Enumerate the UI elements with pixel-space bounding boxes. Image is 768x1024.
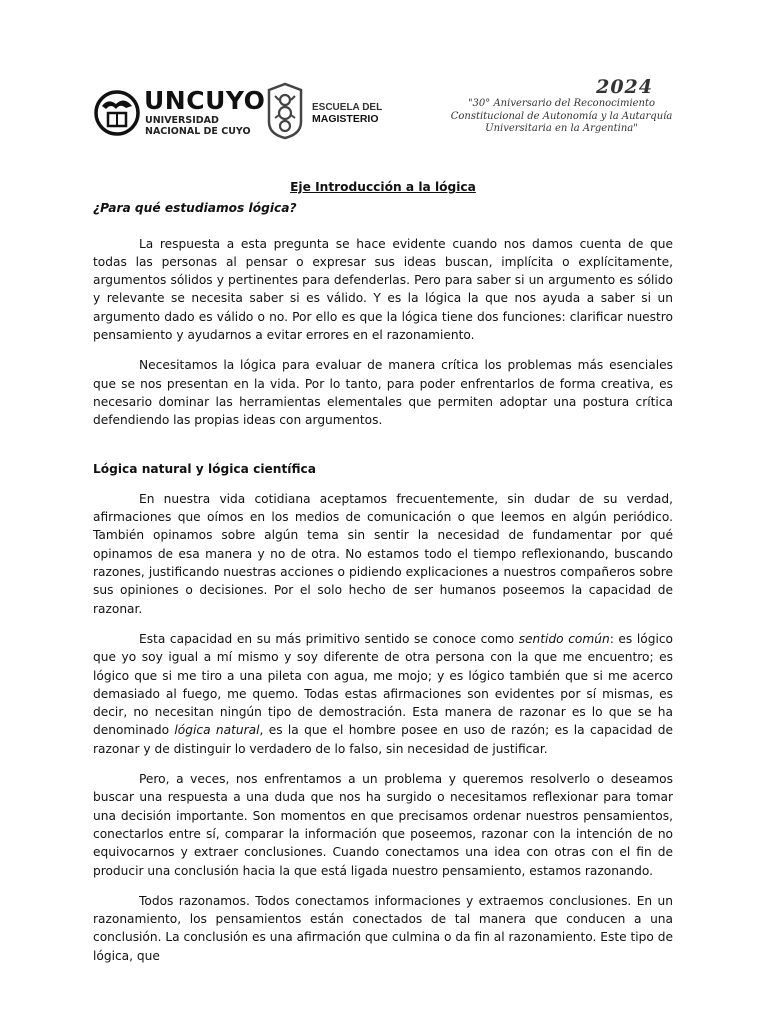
term-logica-natural: lógica natural xyxy=(174,723,260,738)
section-title: Lógica natural y lógica científica xyxy=(93,461,316,476)
document-title: Eje Introducción a la lógica xyxy=(290,180,476,194)
uncuyo-name: UNCUYO xyxy=(144,86,266,115)
uncuyo-subtitle-line2: NACIONAL DE CUYO xyxy=(145,126,251,137)
uncuyo-emblem-icon xyxy=(94,90,140,136)
anniversary-line1: "30° Aniversario del Reconocimiento xyxy=(467,98,656,109)
paragraph-text: Esta capacidad en su más primitivo sentido se conoce como xyxy=(139,631,519,646)
escuela-line2: MAGISTERIO xyxy=(312,113,379,125)
term-sentido-comun: sentido común xyxy=(518,631,610,646)
escuela-line1: ESCUELA DEL xyxy=(312,102,383,113)
paragraph: Necesitamos la lógica para evaluar de manera crítica los problemas más esenciales que se nos presentan en la vida. Por lo tanto, para poder enfrentarlos de forma creativa, es necesario dominar las herramientas elementales que permiten adoptar una postura crítica defendiendo las propias ideas con argumentos. xyxy=(93,358,673,428)
paragraph: En nuestra vida cotidiana aceptamos frecuentemente, sin dudar de su verdad, afirmaciones que oímos en los medios de comunicación o que leemos en algún periódico. También opinamos sobre algún tema sin sentir la necesidad de fundamentar por qué opinamos de esa manera y no de otra. No estamos todo el tiempo reflexionando, buscando razones, justificando nuestras acciones o pidiendo explicaciones a nuestros compañeros sobre sus opiniones o decisiones. Por el solo hecho de ser humanos poseemos la capacidad de razonar. xyxy=(93,491,673,616)
uncuyo-subtitle xyxy=(145,115,265,137)
document-body xyxy=(93,178,673,977)
uncuyo-subtitle-line1: UNIVERSIDAD xyxy=(145,115,219,126)
anniversary-line2: Constitucional de Autonomía y la Autarquía xyxy=(450,110,673,122)
section-question: ¿Para qué estudiamos lógica? xyxy=(93,201,297,216)
anniversary-banner xyxy=(444,76,679,136)
escuela-logo xyxy=(266,82,396,142)
uncuyo-logo xyxy=(94,84,264,144)
paragraph xyxy=(93,630,673,758)
paragraph: Pero, a veces, nos enfrentamos a un problema y queremos resolverlo o deseamos buscar una respuesta a una duda que nos ha surgido o necesitamos reflexionar para tomar una decisión importante. Son momentos en que precisamos ordenar nuestros pensamientos, conectarlos entre sí, comparar la información que poseemos, razonar con la intención de no equivocarnos y extraer conclusiones. Cuando conectamos una idea con otras con el fin de producir una conclusión hacia la que está ligada nuestro pensamiento, estamos razonando. xyxy=(93,772,673,878)
paragraph: Todos razonamos. Todos conectamos informaciones y extraemos conclusiones. En un razonamiento, los pensamientos están conectados de tal manera que conducen a una conclusión. La conclusión es una afirmación que culmina o da fin al razonamiento. Este tipo de lógica, que xyxy=(93,893,673,963)
document-header xyxy=(94,76,674,156)
anniversary-line3: Universitaria en la Argentina" xyxy=(485,123,638,134)
paragraph: La respuesta a esta pregunta se hace evidente cuando nos damos cuenta de que todas las personas al pensar o expresar sus ideas buscan, implícita o explícitamente, argumentos sólidos y pertinentes para defenderlas. Pero para saber si un argumento es sólido y relevante se necesita saber si es válido. Y es la lógica la que nos ayuda a saber si un argumento dado es válido o no. Por ello es que la lógica tiene dos funciones: clarificar nuestro pensamiento y ayudarnos a evitar errores en el razonamiento. xyxy=(93,236,673,343)
anniversary-year: 2024 xyxy=(596,76,653,98)
paragraph-text: , es la que el hombre posee en uso de razón; es la capacidad de razonar y de distinguir lo verdadero de lo falso, sin necesidad de justificar. xyxy=(93,723,673,756)
escuela-emblem-icon xyxy=(266,82,304,140)
paragraph-text: : es lógico que yo soy igual a mí mismo y soy diferente de otra persona con la que me encuentro; es lógico que si me tiro a una pileta con agua, me mojo; y es lógico también que si me acerco demasiado al fuego, me quemo. Todas estas afirmaciones son evidentes por sí mismas, es decir, no necesitan ningún tipo de demostración. Esta manera de razonar es lo que se ha denominado xyxy=(93,631,673,738)
